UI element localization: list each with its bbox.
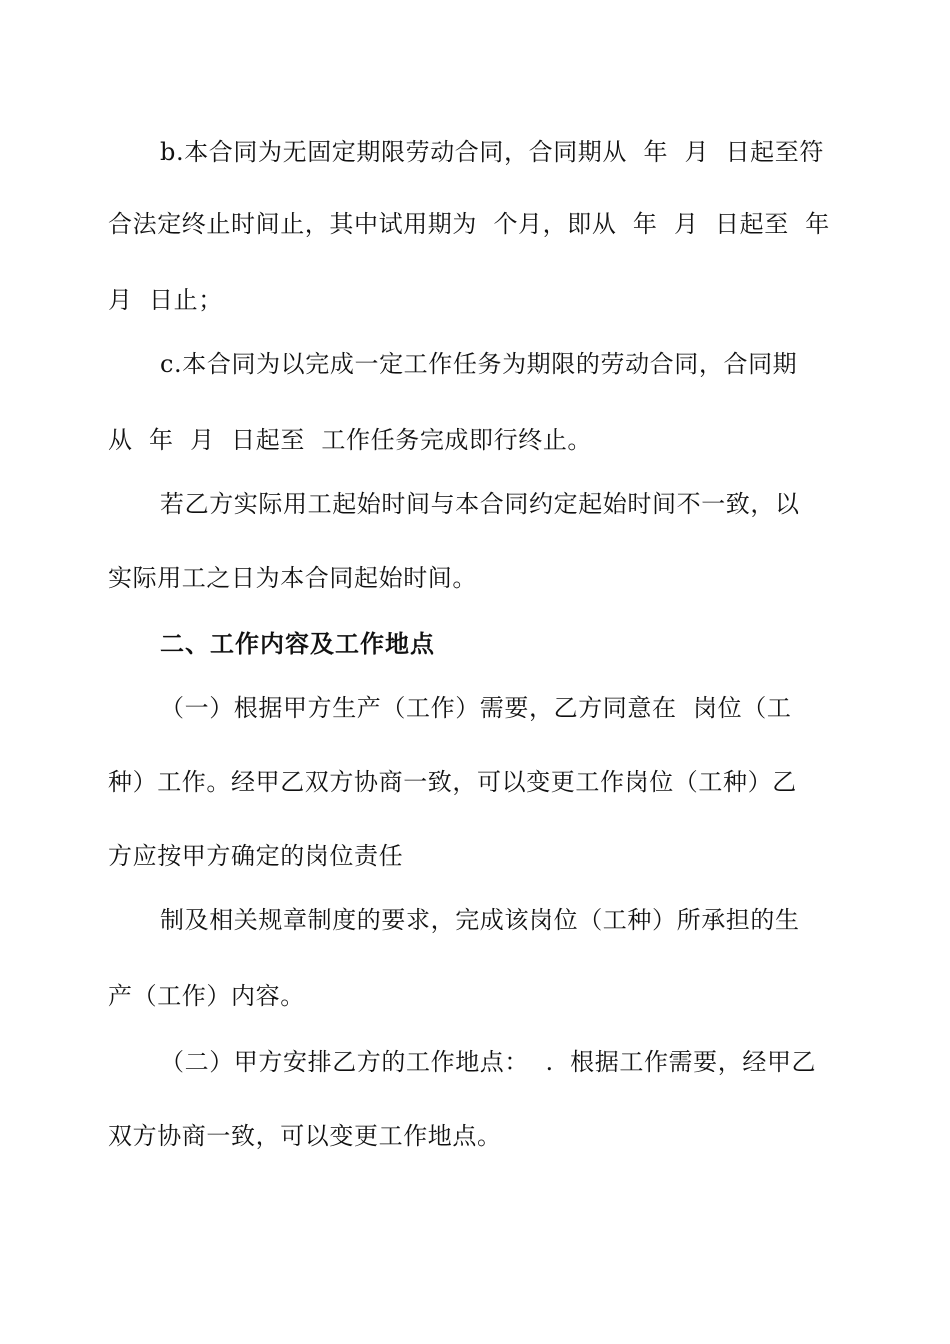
text-line: 从 年 月 日起至 工作任务完成即行终止。 xyxy=(108,426,593,454)
text-line: （二）甲方安排乙方的工作地点： . 根据工作需要，经甲乙 xyxy=(160,1048,817,1076)
text-line: 双方协商一致，可以变更工作地点。 xyxy=(108,1122,502,1150)
text-line: 月 日止； xyxy=(108,286,223,314)
text-line: 实际用工之日为本合同起始时间。 xyxy=(108,564,477,592)
text-line: 合法定终止时间止，其中试用期为 个月，即从 年 月 日起至 年 xyxy=(108,210,830,238)
text-line: 方应按甲方确定的岗位责任 xyxy=(108,842,404,870)
text-line: 产（工作）内容。 xyxy=(108,982,305,1010)
section-heading: 二、工作内容及工作地点 xyxy=(160,630,435,658)
text-line: 若乙方实际用工起始时间与本合同约定起始时间不一致，以 xyxy=(160,490,800,518)
text-line: 种）工作。经甲乙双方协商一致，可以变更工作岗位（工种）乙 xyxy=(108,768,797,796)
text-line: （一）根据甲方生产（工作）需要，乙方同意在 岗位（工 xyxy=(160,694,792,722)
text-line: c.本合同为以完成一定工作任务为期限的劳动合同，合同期 xyxy=(160,350,798,378)
text-line: 制及相关规章制度的要求，完成该岗位（工种）所承担的生 xyxy=(160,906,800,934)
text-line: b.本合同为无固定期限劳动合同，合同期从 年 月 日起至符 xyxy=(160,138,824,166)
